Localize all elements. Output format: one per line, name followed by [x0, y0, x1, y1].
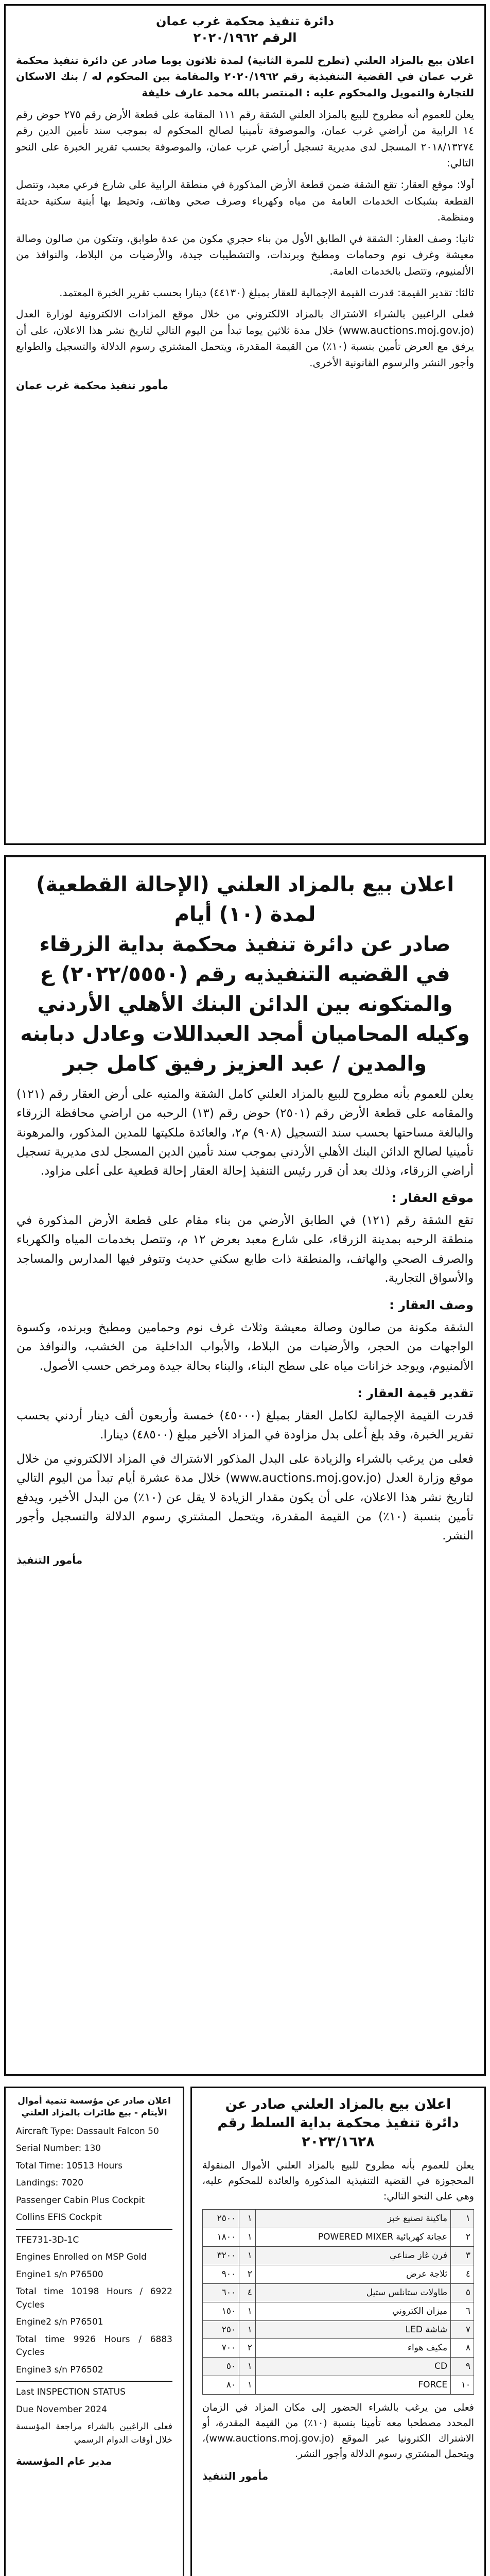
list-item: Total time 10198 Hours / 6922 Cycles — [16, 2286, 172, 2310]
cell: ١ — [239, 2376, 256, 2395]
section-text-description: الشقة مكونة من صالون وصالة معيشة وثلاث غرف نوم وحمامين ومطبخ وبرنده، وكسوة الواجهات من الحجر، والأرضيات من البلاط، والأبواب الداخلية من الخشب، والنوافذ من الألمنيوم، ويوجد خزانات مياه على سطح البناء، والبناء بحالة جيدة ومرخص حسب الأصول. — [16, 1321, 474, 1373]
notice-header — [6, 857, 484, 1082]
table-row — [203, 2358, 474, 2376]
table-row — [203, 2339, 474, 2358]
cell: ماكينة تصنيع خبز — [255, 2210, 450, 2228]
cell: ٣ — [451, 2247, 474, 2265]
cell: ١٨٠٠ — [203, 2228, 239, 2247]
table-row — [203, 2265, 474, 2283]
items-table — [202, 2209, 474, 2395]
divider — [16, 2229, 172, 2230]
notice-body — [6, 1082, 484, 1554]
list-item: Passenger Cabin Plus Cockpit — [16, 2195, 145, 2206]
section-text-valuation: قدرت القيمة الإجمالية لكامل العقار بمبلغ (٤٥٠٠٠) خمسة وأربعون ألف دينار أردني بحسب تقرير الخبرة، وقد بلغ أعلى بدل مزاودة في المزاد الأخير مبلغ (٤٨٥٠٠) دينارا. — [16, 1409, 474, 1442]
cell: ١٠ — [451, 2376, 474, 2395]
headline-line: اعلان بيع بالمزاد العلني صادر عن — [225, 2096, 451, 2112]
list-item: Landings: 7020 — [16, 2178, 83, 2189]
list-item: Engine2 s/n P76501 — [16, 2317, 103, 2328]
cell: ٦ — [451, 2302, 474, 2320]
cell: ٢ — [239, 2265, 256, 2283]
cell: ٦٠٠ — [203, 2283, 239, 2302]
section-heading-description: وصف العقار : — [389, 1298, 474, 1313]
headline-line: صادر عن دائرة تنفيذ محكمة بداية الزرقاء — [39, 933, 451, 956]
cell: ١ — [239, 2210, 256, 2228]
table-row — [203, 2283, 474, 2302]
table-row — [203, 2320, 474, 2339]
notice-body — [192, 2155, 484, 2470]
notice-headline: اعلان بيع بالمزاد العلني (تطرح للمرة الثانية) لمدة ثلاثون يوما صادر عن دائرة تنفيذ محكمة غرب عمان في القضية التنفيذية رقم ٢٠٢٠/١٩٦٢ والمقامة بين المحكوم له / بنك الاسكان للتجارة والتمويل والمحكوم عليه : المنتصر بالله محمد عارف خليفة — [16, 54, 474, 99]
cell: ٥٠ — [203, 2358, 239, 2376]
cell: ١ — [239, 2228, 256, 2247]
list-item: Collins EFIS Cockpit — [16, 2212, 102, 2223]
cell: ٨ — [451, 2339, 474, 2358]
list-item: Engine1 s/n P76500 — [16, 2269, 103, 2280]
cell: ١ — [239, 2302, 256, 2320]
list-item: Total Time: 10513 Hours — [16, 2160, 123, 2171]
section-text-location: تقع الشقة رقم (١٢١) في الطابق الأرضي من بناء مقام على قطعة الأرض المذكورة في منطقة الرحبه بمدينة الزرقاء، على شارع معبد بعرض ١٢ م، وتتصل بخدمات المياه والكهرباء والصرف الصحي والهاتف، والمنطقة ذات طابع سكني حديث وتتوفر فيها المدارس والمساجد والأسواق التجارية. — [16, 1214, 474, 1285]
notice-zarqa — [4, 855, 486, 2076]
cell: ١ — [239, 2320, 256, 2339]
cell: ميزان الكتروني — [255, 2302, 450, 2320]
cell: FORCE — [255, 2376, 450, 2395]
headline-line: ٢٠٢٣/١٦٢٨ — [302, 2133, 375, 2150]
cell: CD — [255, 2358, 450, 2376]
cell: ٢ — [451, 2228, 474, 2247]
headline-line: وكيله المحاميان أمجد العبداللات وعادل دبابنه — [20, 1022, 470, 1046]
cell: ٢٥٠ — [203, 2320, 239, 2339]
cell: ٧٠٠ — [203, 2339, 239, 2358]
cell: فرن غاز صناعي — [255, 2247, 450, 2265]
table-row — [203, 2228, 474, 2247]
headline-line: دائرة تنفيذ محكمة بداية السلط رقم — [217, 2115, 459, 2131]
notice-signature: مأمور التنفيذ — [202, 2470, 269, 2483]
headline-line: في القضيه التنفيذيه رقم (٢٠٢٢/٥٥٥٠) ع — [40, 962, 450, 986]
notice-header — [192, 2088, 484, 2155]
cell: ١ — [239, 2247, 256, 2265]
notice-salt — [190, 2087, 486, 2576]
section-heading-valuation: تقدير قيمة العقار : — [357, 1385, 474, 1400]
cell: ٤ — [239, 2283, 256, 2302]
list-item: Aircraft Type: Dassault Falcon 50 — [16, 2126, 159, 2137]
list-item: TFE731-3D-1C — [16, 2234, 79, 2245]
notice-paragraph: فعلى الراغبين بالشراء الاشتراك بالمزاد الالكتروني من خلال موقع المزادات الالكترونية لوزارة العدل (www.auctions.moj.gov.jo) خلال مدة ثلاثين يوما تبدأ من اليوم التالي لتاريخ نشر هذا الاعلان، على أن يرفق مع العرض تأمين بنسبة (١٠٪) من القيمة المقدرة، ويتحمل المشتري رسوم الدلالة والتسجيل والطوابع وأجور النشر والرسوم القانونية الأخرى. — [16, 308, 474, 369]
notice-title: دائرة تنفيذ محكمة غرب عمان — [156, 14, 334, 28]
notice-signature: مدير عام المؤسسة — [16, 2455, 112, 2468]
notice-signature: مأمور تنفيذ محكمة غرب عمان — [16, 379, 168, 392]
cell: ٩٠٠ — [203, 2265, 239, 2283]
cell: طاولات ستانلس ستيل — [255, 2283, 450, 2302]
list-item: Last INSPECTION STATUS — [16, 2387, 126, 2398]
notice-closing: فعلى من يرغب بالشراء الحضور إلى مكان المزاد في الزمان المحدد مصطحبا معه تأمينا بنسبة (١٠٪) من القيمة المقدرة، أو الاشتراك الكترونيا عبر الموقع (www.auctions.moj.gov.jo)، ويتحمل المشتري رسوم الدلالة وأجور النشر. — [202, 2401, 474, 2460]
notice-closing: فعلى الراغبين بالشراء مراجعة المؤسسة خلال أوقات الدوام الرسمي — [16, 2421, 172, 2445]
cell: ٤ — [451, 2265, 474, 2283]
notice-paragraph: ثالثا: تقدير القيمة: قدرت القيمة الإجمالية للعقار بمبلغ (٤٤١٣٠) دينارا بحسب تقرير الخبرة المعتمد. — [59, 286, 474, 299]
notice-signature: مأمور التنفيذ — [16, 1554, 83, 1567]
cell: ٢٥٠٠ — [203, 2210, 239, 2228]
section-heading-location: موقع العقار : — [391, 1191, 474, 1206]
notice-intro: يعلن للعموم بأنه مطروح للبيع بالمزاد العلني كامل الشقة والمنيه على أرض العقار رقم (١٢١) والمقامه على قطعة الأرض رقم (٢٥٠١) حوض رقم (١٣) الرحبه من اراضي محافظة الزرقاء والبالغة مساحتها بحسب سند التسجيل (٩٠٨) م٢، والعائدة ملكيتها للمدين المذكور، والمرهونة تأمينيا لصالح الدائن البنك الأهلي الأردني بموجب سند تأمين الدين المسجل لدى مديرية تسجيل أراضي الزرقاء، وذلك بعد أن قرر رئيس التنفيذ إحالة العقار إحالة قطعية على أعلى مزاود. — [16, 1088, 474, 1178]
cell: مكيف هواء — [255, 2339, 450, 2358]
cell: ٥ — [451, 2283, 474, 2302]
cell: ١ — [451, 2210, 474, 2228]
list-item: Due November 2024 — [16, 2404, 107, 2415]
cell: ٩ — [451, 2358, 474, 2376]
cell: شاشة LED — [255, 2320, 450, 2339]
notice-aircraft — [4, 2087, 184, 2576]
notice-header: اعلان صادر عن مؤسسة تنمية أموال الأيتام - بيع طائرات بالمزاد العلني — [18, 2096, 171, 2118]
notice-header — [6, 6, 484, 49]
aircraft-spec-list — [6, 2122, 183, 2455]
notice-closing: فعلى من يرغب بالشراء والزيادة على البدل المذكور الاشتراك في المزاد الالكتروني من خلال موقع وزارة العدل (www.auctions.moj.gov.jo) خلال مدة عشرة أيام تبدأ من اليوم التالي لتاريخ نشر هذا الاعلان، على أن يكون مقدار الزيادة لا يقل عن (١٠٪) من البدل الأخير، ويدفع تأمين بنسبة (١٠٪) من القيمة المقدرة، ويتحمل المشتري رسوم الدلالة والتسجيل وأجور النشر. — [16, 1452, 474, 1543]
cell: ٢ — [239, 2339, 256, 2358]
headline-line: اعلان بيع بالمزاد العلني (الإحالة القطعية) لمدة (١٠) أيام — [36, 873, 454, 926]
notice-west-amman — [4, 4, 486, 845]
headline-line: والمدين / عبد العزيز رفيق كامل جبر — [63, 1052, 427, 1076]
list-item: Total time 9926 Hours / 6883 Cycles — [16, 2334, 172, 2358]
divider — [16, 2381, 172, 2382]
notice-file-number: الرقم ٢٠٢٠/١٩٦٢ — [193, 30, 297, 45]
cell: ثلاجة عرض — [255, 2265, 450, 2283]
notice-paragraph: ثانيا: وصف العقار: الشقة في الطابق الأول من بناء حجري مكون من عدة طوابق، وتتكون من صالون وصالة معيشة وغرف نوم وحمامات ومطبخ وبرندات، والتشطيبات جيدة، والأرضيات من البلاط، والنوافذ من الألمنيوم، وتتصل بالخدمات العامة. — [16, 232, 474, 277]
list-item: Engines Enrolled on MSP Gold — [16, 2252, 147, 2263]
cell: ١٥٠ — [203, 2302, 239, 2320]
cell: ٧ — [451, 2320, 474, 2339]
cell: ٣٢٠٠ — [203, 2247, 239, 2265]
notice-paragraph: أولا: موقع العقار: تقع الشقة ضمن قطعة الأرض المذكورة في منطقة الرابية على شارع فرعي معبد، وتتصل القطعة بشبكات الخدمات العامة من مياه وكهرباء وصرف صحي وهاتف، وتحيط بها أبنية سكنية حديثة ومنظمة. — [16, 178, 474, 224]
notice-paragraph: يعلن للعموم أنه مطروح للبيع بالمزاد العلني الشقة رقم ١١١ المقامة على قطعة الأرض رقم ٢٧٥ حوض رقم ١٤ الرابية من أراضي غرب عمان، والموصوفة تأمينيا لصالح المحكوم له بموجب سند تأمين الدين رقم ٢٠١٨/١٣٢٧٤ المسجل لدى مديرية تسجيل أراضي غرب عمان، والموصوفة بحسب تقرير الخبرة على النحو التالي: — [16, 108, 474, 170]
table-row — [203, 2302, 474, 2320]
cell: ٨٠ — [203, 2376, 239, 2395]
headline-line: والمتكونه بين الدائن البنك الأهلي الأردني — [37, 992, 453, 1016]
notice-body — [6, 49, 484, 380]
table-row — [203, 2376, 474, 2395]
table-row — [203, 2210, 474, 2228]
cell: ١ — [239, 2358, 256, 2376]
table-row — [203, 2247, 474, 2265]
cell: عجانة كهربائية POWERED MIXER — [255, 2228, 450, 2247]
notice-intro: يعلن للعموم بأنه مطروح للبيع بالمزاد العلني الأموال المنقولة المحجوزة في القضية التنفيذية المذكورة والعائدة للمحكوم عليه، وهي على النحو التالي: — [202, 2160, 474, 2202]
list-item: Engine3 s/n P76502 — [16, 2364, 103, 2375]
list-item: Serial Number: 130 — [16, 2143, 101, 2154]
